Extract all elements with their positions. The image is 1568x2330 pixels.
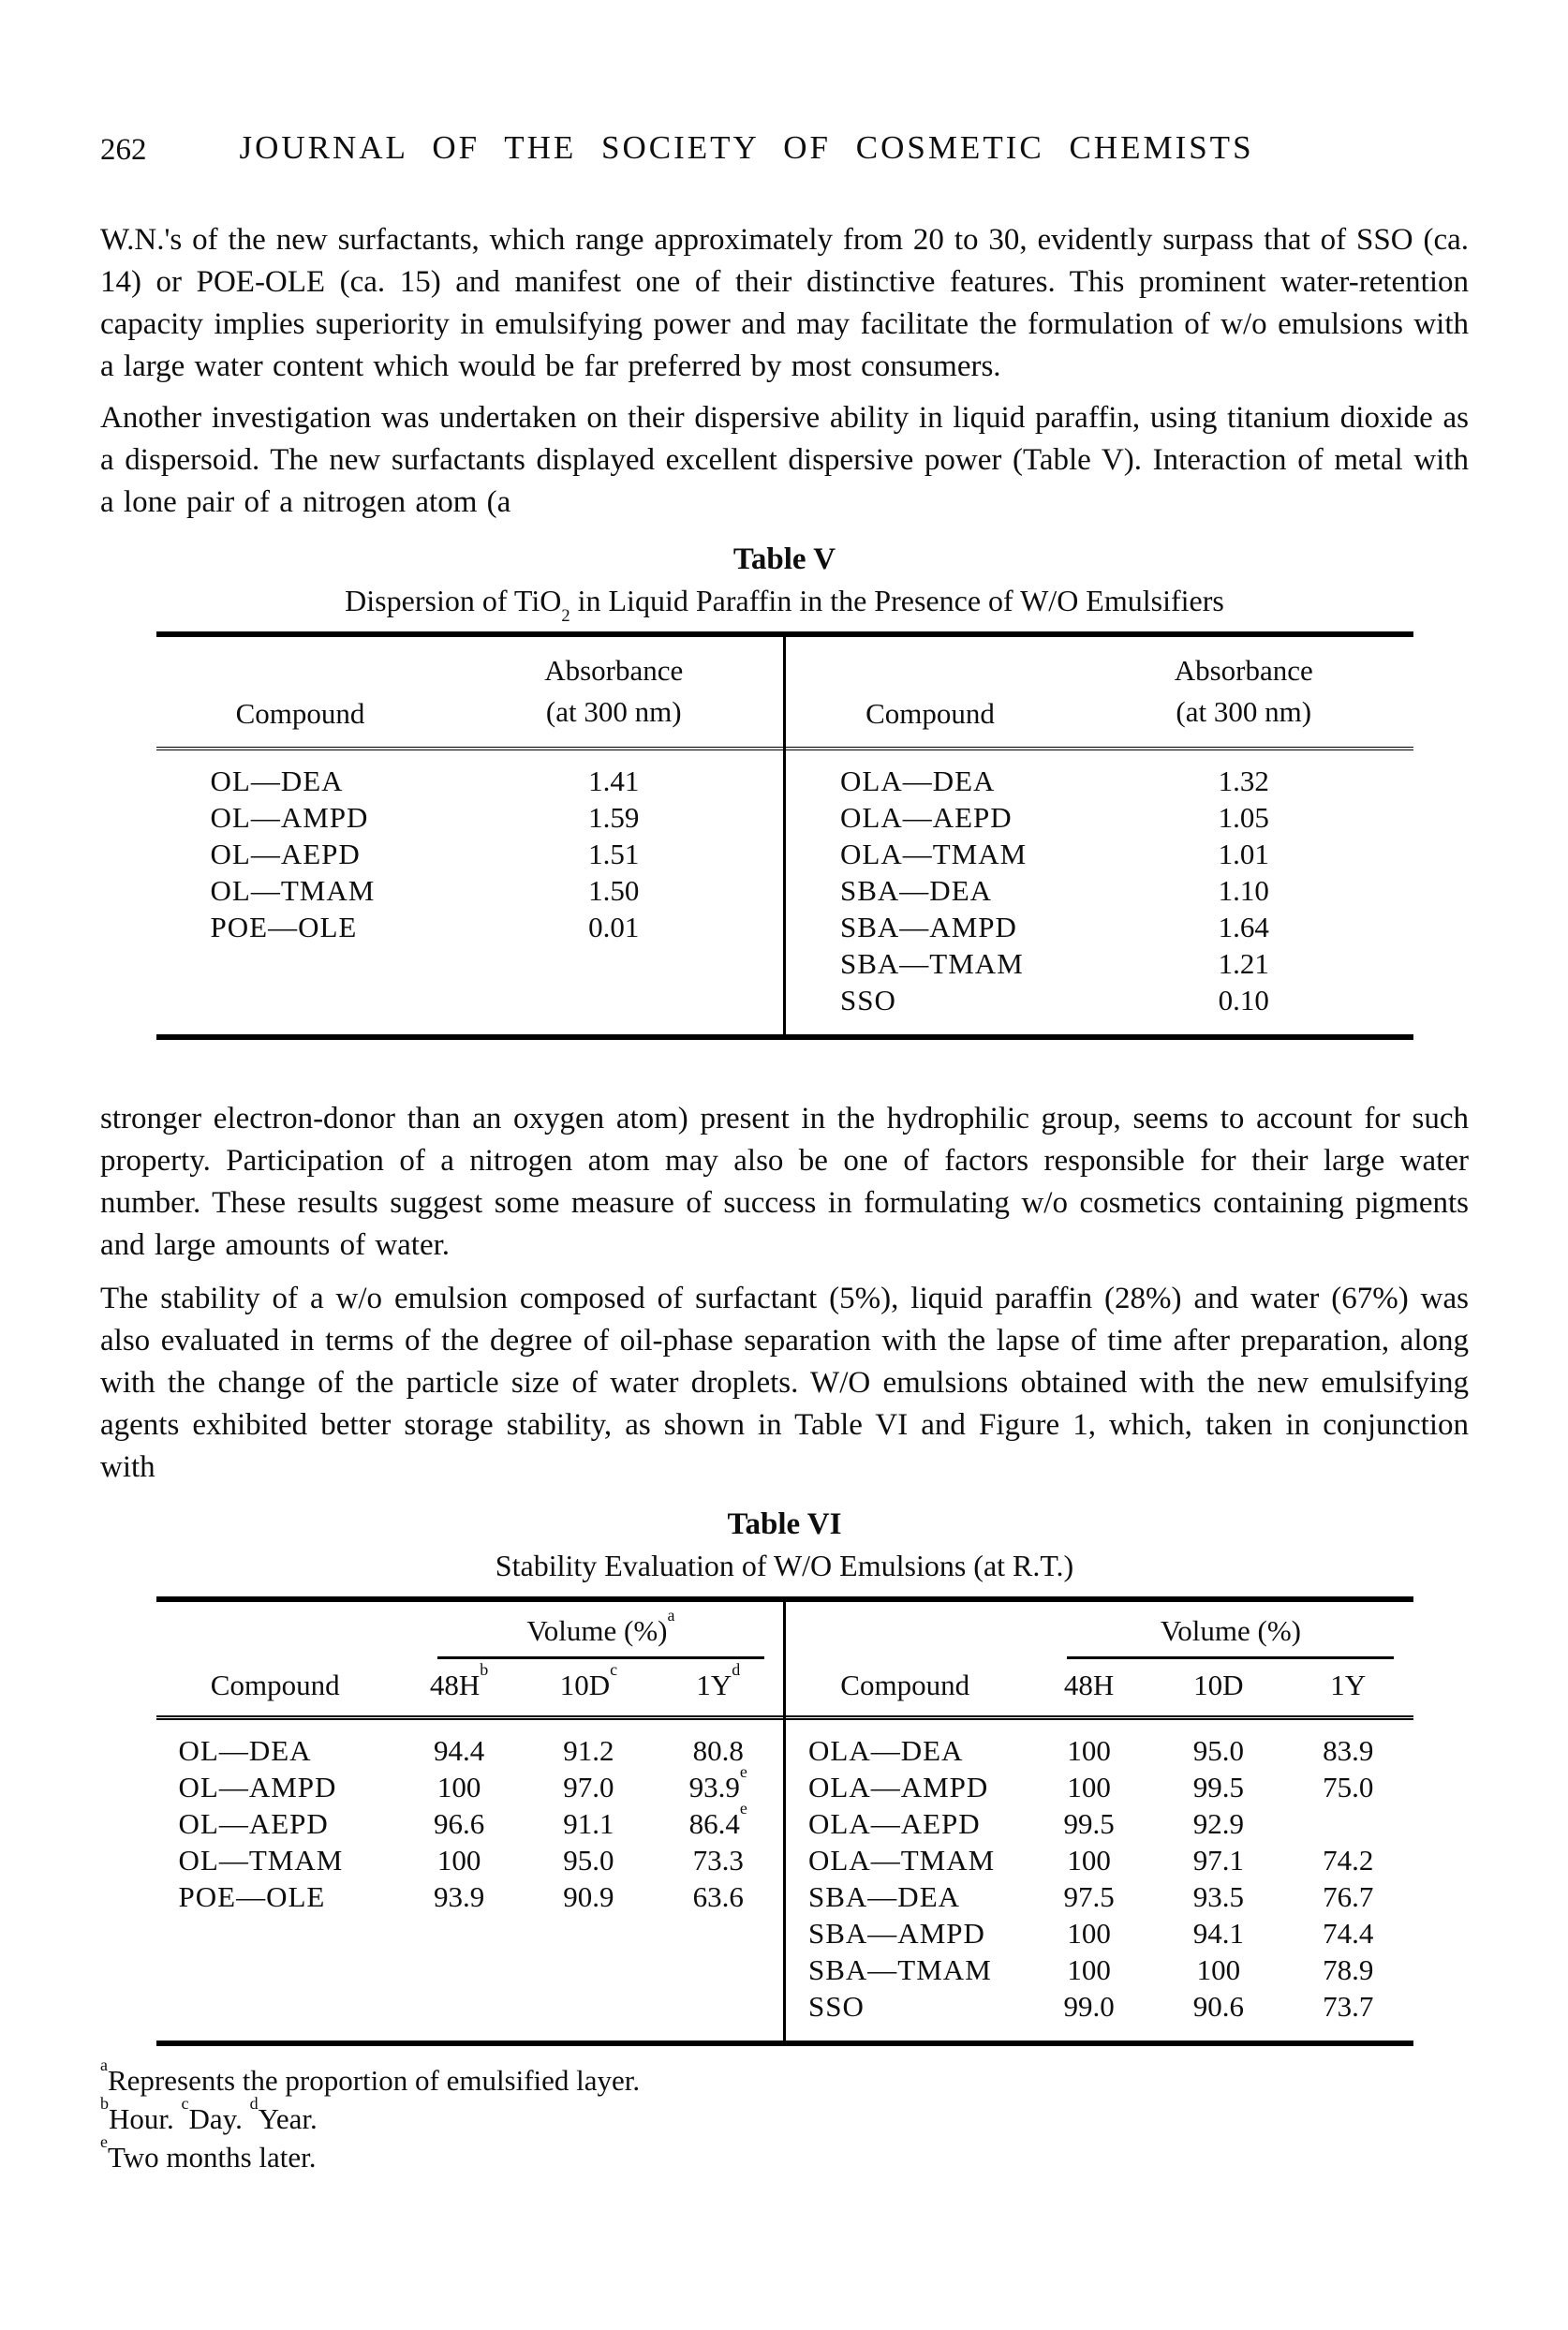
footnote-bcd: $^b$Hour. $^c$Day. $^d$Year. (100, 2093, 318, 2135)
compound-cell: SSO (808, 1990, 865, 2023)
time-column-header-48h: 48H (1063, 1669, 1115, 1701)
table-row (156, 909, 784, 945)
table-vi-right-half (786, 1602, 1413, 2041)
value-cell: 1.05 (1218, 801, 1269, 834)
compound-cell: OLA—DEA (808, 1734, 964, 1767)
table-vi-left-half (156, 1602, 784, 2041)
paragraph-stability: The stability of a w/o emulsion composed of surfactant (5%), liquid paraffin (28%) and water (67%) was also evaluated in terms of the degree of oil-phase separation with the lapse of time after preparation, along with the change of the particle size of water droplets. W/O emulsions obtained with the new emulsifying agents exhibited better storage stability, as shown in Table VI and Figure 1, which, taken in conjunction with (100, 1282, 1469, 1484)
table-row (786, 1732, 1413, 1769)
table-v-right-header (786, 637, 1413, 750)
compound-cell: SBA—DEA (808, 1880, 961, 1913)
table-row (786, 1805, 1413, 1842)
compound-column-header: Compound (235, 697, 365, 730)
time-column-header-10d: 10D (1193, 1669, 1244, 1701)
value-cell: 78.9 (1323, 1953, 1374, 1986)
value-cell: 100 (1067, 1734, 1111, 1767)
value-cell: 86.4e (688, 1798, 747, 1840)
value-cell: 91.2 (563, 1734, 614, 1767)
table-row (156, 763, 784, 799)
table-v-left-header (156, 637, 784, 750)
compound-cell: OL—AMPD (210, 801, 369, 834)
value-cell: 1.64 (1218, 911, 1269, 943)
value-cell: 100 (1067, 1953, 1111, 1986)
table-row (786, 1988, 1413, 2025)
value-cell: 1.21 (1218, 947, 1269, 980)
value-cell: 1.10 (1218, 874, 1269, 907)
value-cell: 63.6 (692, 1880, 744, 1913)
compound-cell: OL—DEA (178, 1734, 312, 1767)
table-row (786, 1952, 1413, 1988)
value-cell: 100 (1067, 1844, 1111, 1877)
value-cell: 0.01 (588, 911, 640, 943)
value-cell: 95.0 (1192, 1734, 1244, 1767)
value-cell: 94.1 (1192, 1917, 1244, 1950)
table-row (786, 1769, 1413, 1805)
paragraph-water-number: W.N.'s of the new surfactants, which range approximately from 20 to 30, evidently surpass that of SSO (ca. 14) or POE-OLE (ca. 15) and manifest one of their distinctive features. This prominent water-retention capacity implies superiority in emulsifying power and may facilitate the formulation of w/o emulsions with a large water content which would be far preferred by most consumers. (100, 223, 1469, 383)
table-row (786, 909, 1413, 945)
compound-cell: OLA—AEPD (840, 801, 1013, 834)
value-cell: 1.59 (588, 801, 640, 834)
compound-cell: SBA—AMPD (808, 1917, 985, 1950)
value-cell (1283, 1805, 1413, 1842)
table-v-section (100, 542, 1469, 1040)
compound-cell: OL—AEPD (210, 838, 361, 870)
value-cell: 93.9e (688, 1761, 747, 1803)
footnote-a: $^a$Represents the proportion of emulsified layer. (100, 2055, 641, 2097)
value-cell: 100 (436, 1844, 481, 1877)
compound-cell: OL—AEPD (178, 1807, 329, 1840)
compound-cell: SSO (840, 984, 896, 1017)
value-cell: 91.1 (563, 1807, 614, 1840)
compound-cell: SBA—DEA (840, 874, 993, 907)
value-cell: 80.8 (692, 1734, 744, 1767)
compound-cell: OLA—AMPD (808, 1771, 989, 1803)
table-vi (156, 1596, 1413, 2046)
compound-cell: OL—TMAM (178, 1844, 344, 1877)
table-v-subtitle: Dispersion of TiO$_2$ in Liquid Paraffin in the Presence of W/O Emulsifiers (345, 584, 1224, 626)
value-cell: 1.01 (1218, 838, 1269, 870)
table-v-right-body (786, 750, 1413, 1034)
value-cell: 92.9 (1192, 1807, 1244, 1840)
value-cell: 73.7 (1323, 1990, 1374, 2023)
compound-column-header: Compound (840, 1669, 970, 1701)
value-cell: 99.5 (1063, 1807, 1115, 1840)
table-row (156, 1732, 784, 1769)
table-vi-right-body (786, 1720, 1413, 2041)
absorbance-column-header: Absorbance (at 300 nm) (1174, 654, 1313, 728)
value-cell: 99.0 (1063, 1990, 1115, 2023)
page-header (100, 129, 1393, 172)
value-cell: 75.0 (1323, 1771, 1374, 1803)
value-cell: 83.9 (1323, 1734, 1374, 1767)
time-column-header-1y: $1Y^d$ (696, 1659, 741, 1701)
value-cell: 99.5 (1192, 1771, 1244, 1803)
value-cell: 100 (1067, 1917, 1111, 1950)
compound-column-header: Compound (865, 697, 995, 730)
footnote-e: $^e$Two months later. (100, 2131, 317, 2174)
value-cell: 100 (1196, 1953, 1241, 1986)
compound-cell: OL—DEA (210, 764, 344, 797)
value-cell: 97.0 (563, 1771, 614, 1803)
table-vi-footnotes (100, 2055, 1469, 2176)
compound-cell: SBA—TMAM (808, 1953, 992, 1986)
value-cell: 100 (1067, 1771, 1111, 1803)
value-cell: 95.0 (563, 1844, 614, 1877)
value-cell: 97.5 (1063, 1880, 1115, 1913)
table-vi-right-header (786, 1659, 1413, 1720)
table-row (786, 872, 1413, 909)
table-row (156, 872, 784, 909)
table-row (786, 1878, 1413, 1915)
paragraph-electron-donor: stronger electron-donor than an oxygen atom) present in the hydrophilic group, seems to account for such property. Participation of a nitrogen atom may also be one of factors responsible for their large water number. These results suggest some measure of success in formulating w/o cosmetics containing pigments and large amounts of water. (100, 1102, 1469, 1262)
table-row (156, 1761, 784, 1805)
table-row (156, 1842, 784, 1878)
time-column-header-48h: $48H^b$ (429, 1659, 489, 1701)
compound-cell: OL—TMAM (210, 874, 376, 907)
value-cell: 97.1 (1192, 1844, 1244, 1877)
value-cell: 1.41 (588, 764, 640, 797)
table-row (786, 1842, 1413, 1878)
value-cell: 1.51 (588, 838, 640, 870)
compound-cell: OLA—AEPD (808, 1807, 981, 1840)
value-cell: 76.7 (1323, 1880, 1374, 1913)
table-v-right-half (786, 637, 1413, 1034)
compound-cell: OLA—DEA (840, 764, 996, 797)
compound-cell: OL—AMPD (178, 1771, 337, 1803)
compound-cell: SBA—TMAM (840, 947, 1024, 980)
time-column-header-10d: $10D^c$ (559, 1659, 618, 1701)
value-cell: 96.6 (433, 1807, 485, 1840)
compound-column-header: Compound (210, 1669, 340, 1701)
table-v-left-half (156, 637, 784, 1034)
compound-cell: SBA—AMPD (840, 911, 1017, 943)
table-row (156, 799, 784, 836)
value-cell: 90.6 (1192, 1990, 1244, 2023)
value-cell: 1.50 (588, 874, 640, 907)
compound-cell: OLA—TMAM (808, 1844, 996, 1877)
table-vi-left-body (156, 1720, 784, 1931)
compound-cell: OLA—TMAM (840, 838, 1028, 870)
value-cell: 73.3 (692, 1844, 744, 1877)
value-cell: 93.5 (1192, 1880, 1244, 1913)
volume-header: Volume (%)$^a$ (437, 1614, 764, 1659)
value-cell: 90.9 (563, 1880, 614, 1913)
table-row (786, 982, 1413, 1018)
table-row (786, 763, 1413, 799)
table-row (786, 836, 1413, 872)
table-vi-subtitle: Stability Evaluation of W/O Emulsions (at R.T.) (495, 1549, 1074, 1582)
absorbance-column-header: Absorbance (at 300 nm) (544, 654, 684, 728)
volume-header: Volume (%) (1067, 1614, 1394, 1659)
table-row (786, 945, 1413, 982)
table-v (156, 631, 1413, 1040)
table-row (786, 1915, 1413, 1952)
value-cell: 94.4 (433, 1734, 485, 1767)
value-cell: 100 (436, 1771, 481, 1803)
value-cell: 74.2 (1323, 1844, 1374, 1877)
table-row (156, 1878, 784, 1915)
table-row (786, 799, 1413, 836)
compound-cell: POE—OLE (178, 1880, 326, 1913)
time-column-header-1y: 1Y (1330, 1669, 1367, 1701)
table-row (156, 1798, 784, 1842)
table-v-left-body (156, 750, 784, 961)
table-vi-left-header (156, 1659, 784, 1720)
compound-cell: POE—OLE (210, 911, 358, 943)
paragraph-dispersive-ability: Another investigation was undertaken on their dispersive ability in liquid paraffin, using titanium dioxide as a dispersoid. The new surfactants displayed excellent dispersive power (Table V). Interaction of metal with a lone pair of a nitrogen atom (a (100, 401, 1469, 519)
table-vi-left-volume-header-row (156, 1602, 784, 1659)
value-cell: 93.9 (433, 1880, 485, 1913)
table-vi-section (100, 1507, 1469, 2046)
journal-title: JOURNAL OF THE SOCIETY OF COSMETIC CHEMISTS (239, 129, 1254, 166)
table-row (156, 836, 784, 872)
page-number: 262 (100, 133, 147, 167)
table-v-title: Table V (732, 542, 836, 576)
value-cell: 74.4 (1323, 1917, 1374, 1950)
table-vi-title: Table VI (727, 1507, 842, 1541)
value-cell: 1.32 (1218, 764, 1269, 797)
table-vi-right-volume-header-row (786, 1602, 1413, 1659)
value-cell: 0.10 (1218, 984, 1269, 1017)
